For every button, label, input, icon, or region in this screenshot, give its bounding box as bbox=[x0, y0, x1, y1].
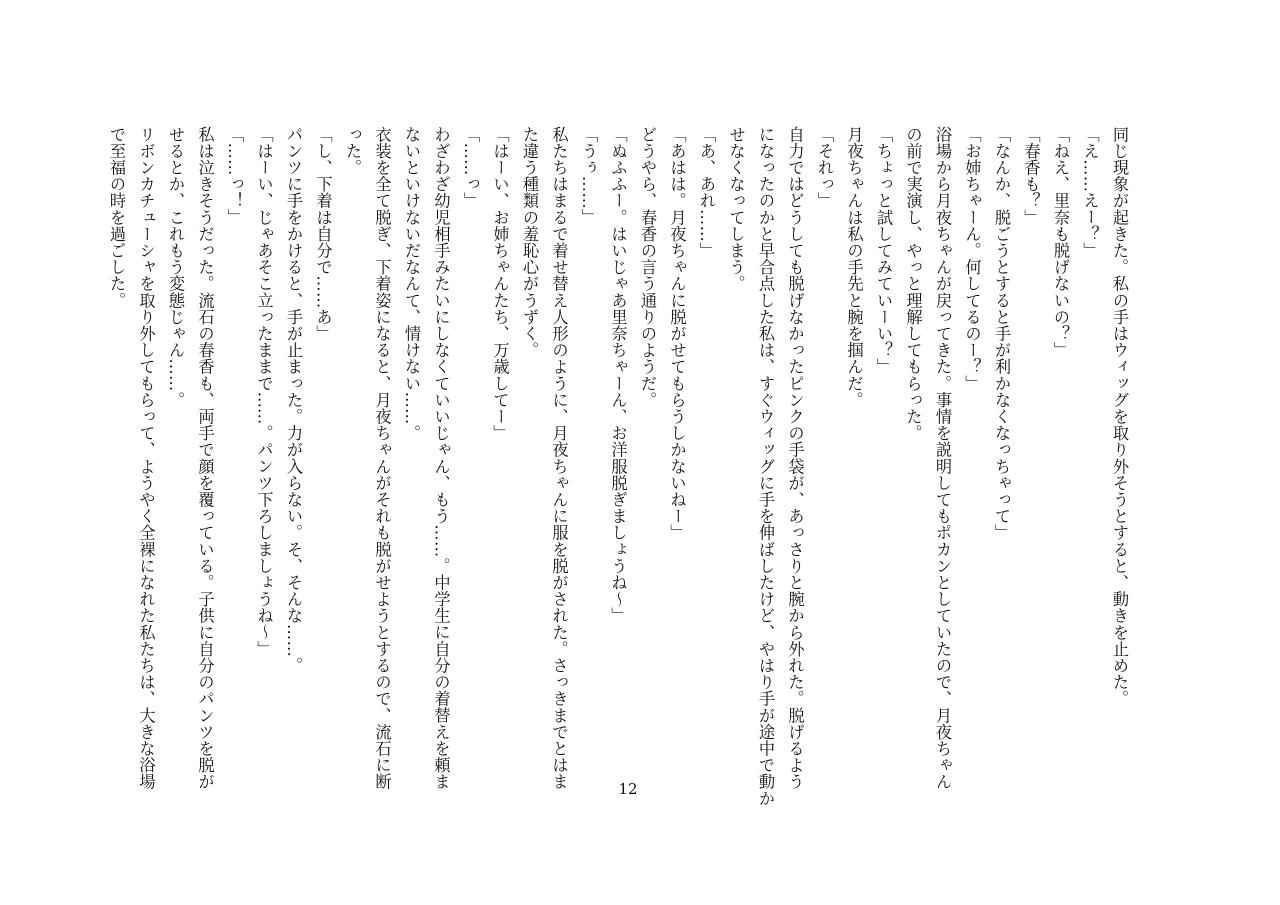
text-line: 「し、下着は自分で……あ」 bbox=[313, 126, 333, 342]
text-line: 自力ではどうしても脱げなかったピンクの手袋が、あっさりと腕から外れた。脱げるよう bbox=[785, 126, 805, 790]
page-number: 12 bbox=[618, 780, 638, 798]
text-line: 「ちょっと試してみていーい？」 bbox=[874, 126, 893, 375]
text-line: 月夜ちゃんは私の手先と腕を掴んだ。 bbox=[844, 126, 864, 409]
text-line: せなくなってしまう。 bbox=[726, 126, 746, 292]
text-line: 私たちはまるで着せ替え人形のように、月夜ちゃんに服を脱がされた。さっきまでとはま bbox=[549, 126, 569, 790]
text-line: 衣装を全て脱ぎ、下着姿になると、月夜ちゃんがそれも脱がせようとするので、流石に断 bbox=[372, 126, 392, 790]
text-line: 「なんか、脱ごうとすると手が利かなくなっちゃって」 bbox=[992, 126, 1011, 541]
text-line: わざわざ幼児相手みたいにしなくていいじゃん、もう……。中学生に自分の着替えを頼ま bbox=[431, 126, 451, 790]
text-line: どうやら、春香の言う通りのようだ。 bbox=[638, 126, 657, 409]
text-line: ないといけないだなんて、情けない……。 bbox=[402, 126, 421, 442]
text-line: 「え……えー？」 bbox=[1080, 126, 1100, 259]
text-line: せるとか、これもう変態じゃん……。 bbox=[166, 126, 185, 409]
text-line: 「はーい、お姉ちゃんたち、万歳してー」 bbox=[490, 126, 510, 442]
text-line: 「お姉ちゃーん。何してるのー？」 bbox=[962, 126, 982, 392]
text-line: の前で実演し、やっと理解してもらった。 bbox=[903, 126, 923, 442]
text-line: 浴場から月夜ちゃんが戻ってきた。事情を説明してもポカンとしていたので、月夜ちゃん bbox=[933, 126, 952, 790]
text-line: で至福の時を過ごした。 bbox=[107, 126, 126, 309]
text-line: った。 bbox=[343, 126, 362, 176]
text-line: パンツに手をかけると、手が止まった。力が入らない。そ、そんな……。 bbox=[284, 126, 303, 674]
text-line: 「ねえ、里奈も脱げないの？」 bbox=[1051, 126, 1070, 359]
text-line: になったのかと早合点した私は、すぐウィッグに手を伸ばしたけど、やはり手が途中で動か bbox=[756, 126, 775, 807]
text-line: 「うぅ……」 bbox=[579, 126, 598, 226]
text-line: 「あ、あれ……」 bbox=[697, 126, 716, 259]
text-line: 「……っ！」 bbox=[225, 126, 244, 226]
text-line: リボンカチューシャを取り外してもらって、ようやく全裸になれた私たちは、大きな浴場 bbox=[136, 126, 156, 790]
text-line: 私は泣きそうだった。流石の春香も、両手で顔を覆っている。子供に自分のパンツを脱が bbox=[195, 126, 215, 790]
text-line: 「……っ」 bbox=[461, 126, 480, 209]
vertical-text-body bbox=[102, 126, 1135, 807]
text-line: た違う種類の羞恥心がうずく。 bbox=[520, 126, 539, 359]
text-line: 「あはは。月夜ちゃんに脱がせてもらうしかないねー」 bbox=[667, 126, 687, 541]
text-line: 「ぬふふー。はいじゃあ里奈ちゃーん、お洋服脱ぎましょうね～」 bbox=[608, 126, 628, 624]
text-line: 「はーい、じゃあそこ立ったままで……。パンツ下ろしましょうね～」 bbox=[254, 126, 274, 658]
text-line: 同じ現象が起きた。私の手はウィッグを取り外そうとすると、動きを止めた。 bbox=[1110, 126, 1129, 707]
text-line: 「春香も？」 bbox=[1021, 126, 1041, 226]
text-line: 「それっ」 bbox=[815, 126, 834, 209]
